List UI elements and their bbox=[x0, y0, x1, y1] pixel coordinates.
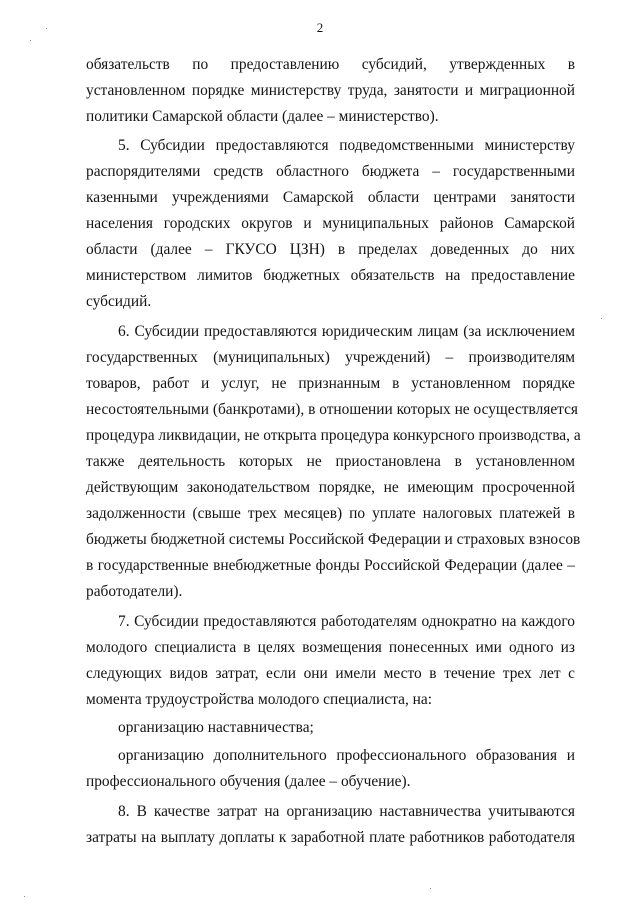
scan-speck bbox=[30, 40, 31, 41]
text-line: обязательств по предоставлению субсидий, утвержденных в bbox=[86, 56, 575, 73]
text-line: следующих видов затрат, если они имели место в течение трех лет с bbox=[86, 665, 575, 682]
text-line: работодатели). bbox=[86, 583, 183, 600]
paragraph-6-first-line: 6. Субсидии предоставляются юридическим лицам (за исключением bbox=[118, 323, 575, 340]
text-line: действующим законодательством порядке, не имеющим просроченной bbox=[86, 479, 575, 496]
paragraph-8-first-line: 8. В качестве затрат на организацию наставничества учитываются bbox=[118, 803, 575, 820]
text-line: субсидий. bbox=[86, 293, 152, 310]
text-line: в государственные внебюджетные фонды Российской Федерации (далее – bbox=[86, 557, 575, 574]
list-item-mentoring: организацию наставничества; bbox=[118, 719, 314, 736]
text-line: задолженности (свыше трех месяцев) по уплате налоговых платежей в bbox=[86, 505, 575, 522]
text-line: несостоятельными (банкротами), в отношении которых не осуществляется bbox=[86, 401, 578, 418]
text-line: затраты на выплату доплаты к заработной плате работников работодателя bbox=[86, 829, 575, 846]
text-line: момента трудоустройства молодого специалиста, на: bbox=[86, 691, 433, 708]
text-line: населения городских округов и муниципальных районов Самарской bbox=[86, 215, 575, 232]
text-line: государственных (муниципальных) учреждений) – производителям bbox=[86, 349, 575, 366]
page-number: 2 bbox=[316, 20, 324, 35]
scan-speck bbox=[24, 896, 25, 897]
paragraph-7-first-line: 7. Субсидии предоставляются работодателям однократно на каждого bbox=[118, 613, 575, 630]
text-line: бюджеты бюджетной системы Российской Федерации и страховых взносов bbox=[86, 531, 581, 548]
text-line: молодого специалиста в целях возмещения понесенных ими одного из bbox=[86, 639, 575, 656]
scan-speck bbox=[601, 318, 602, 319]
paragraph-5-first-line: 5. Субсидии предоставляются подведомственными министерству bbox=[118, 137, 575, 154]
text-line: политики Самарской области (далее – министерство). bbox=[86, 108, 439, 125]
text-line: распорядителями средств областного бюджета – государственными bbox=[86, 163, 575, 180]
list-item-education: организацию дополнительного профессионального образования и bbox=[118, 747, 575, 764]
text-line: министерством лимитов бюджетных обязательств на предоставление bbox=[86, 267, 575, 284]
text-line: товаров, работ и услуг, не признанным в установленном порядке bbox=[86, 375, 575, 392]
text-line: казенными учреждениями Самарской области центрами занятости bbox=[86, 189, 575, 206]
text-line: профессионального обучения (далее – обучение). bbox=[86, 773, 411, 790]
text-line: также деятельность которых не приостановлена в установленном bbox=[86, 453, 575, 470]
text-line: процедура ликвидации, не открыта процедура конкурсного производства, а bbox=[86, 427, 581, 444]
text-line: области (далее – ГКУСО ЦЗН) в пределах доведенных до них bbox=[86, 241, 575, 258]
scan-speck bbox=[46, 28, 47, 29]
text-line: установленном порядке министерству труда, занятости и миграционной bbox=[86, 82, 575, 99]
scan-speck bbox=[430, 888, 431, 889]
